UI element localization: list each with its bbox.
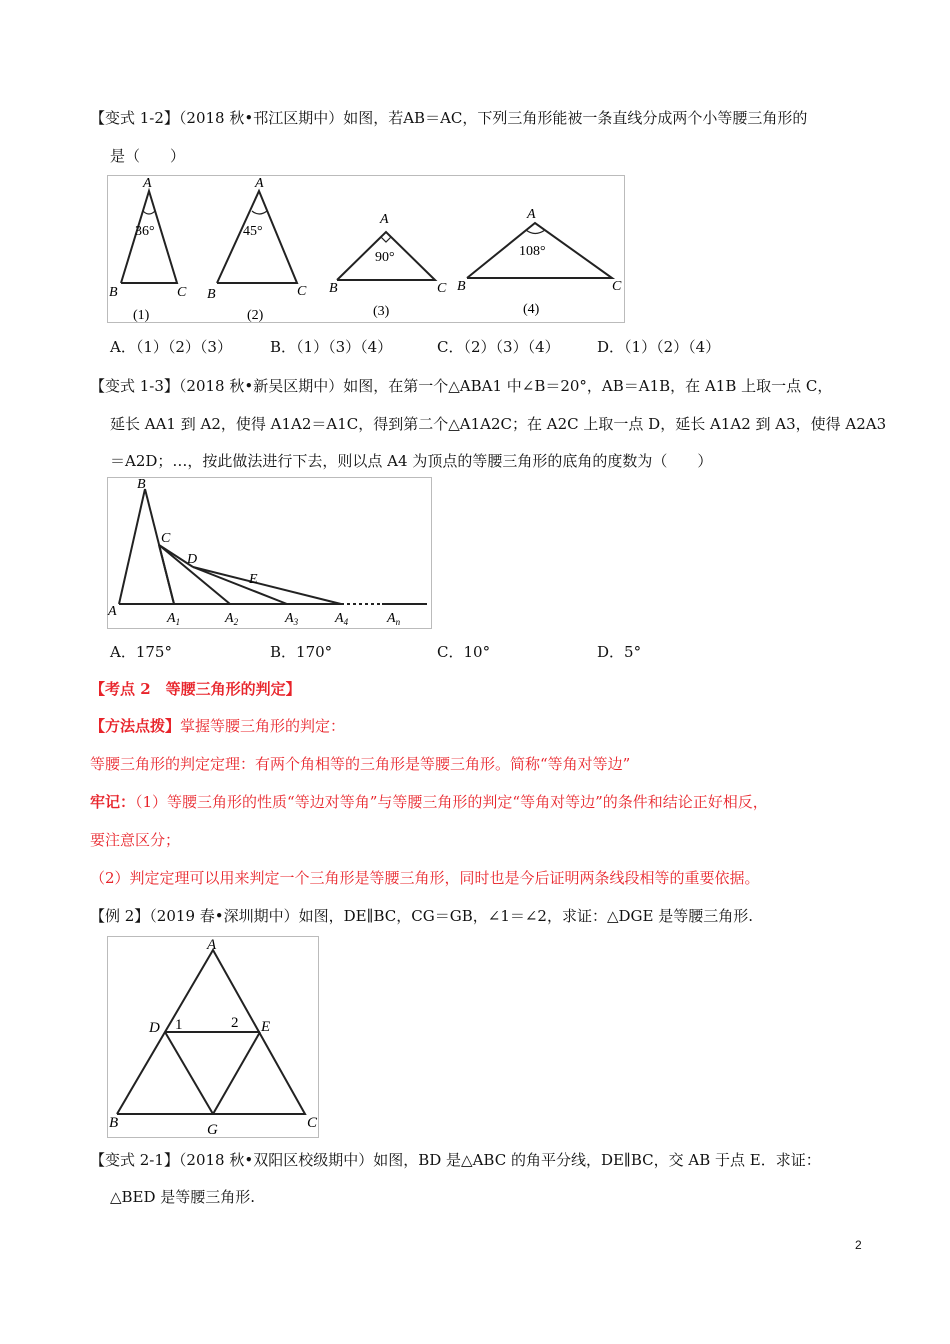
q12-t2-angle: 45° (243, 224, 263, 239)
q12-t3-B: B (329, 281, 338, 296)
ex2-D: D (149, 1020, 160, 1036)
method-text: 掌握等腰三角形的判定： (180, 717, 346, 735)
q12-option-b[interactable]: B．（1）（3）（4） (270, 338, 393, 356)
kaodian-heading: 【考点 2 等腰三角形的判定】 (90, 680, 301, 698)
q13-C: C (161, 531, 171, 546)
q12-t1-num: (1) (133, 308, 150, 323)
q12-t4-B: B (457, 279, 466, 294)
q12-t1-C: C (177, 285, 187, 300)
v21-stem-line2: △BED 是等腰三角形. (110, 1188, 256, 1206)
q12-t2-C: C (297, 284, 307, 299)
q12-option-a[interactable]: A．（1）（2）（3） (110, 338, 232, 356)
q13-A3: $A_3$ (285, 611, 299, 627)
remember-line1 (90, 792, 768, 812)
q12-t1-B: B (109, 285, 118, 300)
q12-figure (107, 175, 625, 323)
q13-stem-line2: 延长 AA1 到 A2，使得 A1A2＝A1C，得到第二个△A1A2C；在 A2C 上取一点 D，延长 A1A2 到 A3，使得 A2A3 (110, 415, 887, 433)
ex2-G: G (207, 1122, 218, 1138)
q13-figure (107, 477, 432, 629)
q12-stem-line2: 是（ ） (110, 147, 186, 165)
q13-A1: $A_1$ (167, 611, 181, 627)
remember-tag: 牢记： (90, 793, 136, 811)
ex2-A: A (207, 937, 217, 953)
q13-option-b[interactable]: B．170° (270, 643, 333, 661)
page-number: 2 (855, 1238, 862, 1252)
theorem-line: 等腰三角形的判定定理：有两个角相等的三角形是等腰三角形。简称“等角对等边” (90, 755, 631, 773)
q12-t3-angle: 90° (375, 250, 395, 265)
q13-option-c[interactable]: C．10° (437, 643, 491, 661)
q13-stem-line3: ＝A2D；…，按此做法进行下去，则以点 A4 为顶点的等腰三角形的底角的度数为（ ） (110, 452, 713, 470)
q12-t3-A: A (380, 212, 389, 227)
q13-A2: $A_2$ (225, 611, 239, 627)
ex2-B: B (109, 1115, 119, 1131)
q12-stem-line1: 【变式 1-2】（2018 秋•邗江区期中）如图，若AB＝AC，下列三角形能被一条直线分成两个小等腰三角形的 (90, 109, 808, 127)
q12-t4-angle: 108° (519, 244, 546, 259)
q12-t4-A: A (527, 207, 536, 222)
ex2-stem: 【例 2】（2019 春•深圳期中）如图，DE∥BC，CG＝GB，∠1＝∠2，求证：△DGE 是等腰三角形. (90, 907, 754, 925)
q12-t4-C: C (612, 279, 622, 294)
ex2-E: E (261, 1019, 271, 1035)
method-line (90, 716, 345, 736)
v21-stem-line1: 【变式 2-1】（2018 秋•双阳区校级期中）如图，BD 是△ABC 的角平分线，DE∥BC，交 AB 于点 E．求证： (90, 1151, 821, 1169)
q13-A4: $A_4$ (335, 611, 349, 627)
q12-t2-A: A (255, 176, 264, 191)
q13-option-d[interactable]: D．5° (597, 643, 642, 661)
ex2-figure (107, 936, 319, 1138)
q12-t4-num: (4) (523, 302, 540, 317)
remember-line1b: 要注意区分； (90, 831, 181, 849)
q13-D: D (187, 552, 198, 567)
q12-t3-num: (3) (373, 304, 390, 319)
q13-E: E (249, 572, 258, 587)
method-tag: 【方法点拨】 (90, 717, 181, 735)
q12-option-d[interactable]: D．（1）（2）（4） (597, 338, 721, 356)
ex2-angle1: 1 (175, 1017, 183, 1033)
ex2-C: C (307, 1115, 318, 1131)
remember-text1: （1）等腰三角形的性质“等边对等角”与等腰三角形的判定“等角对等边”的条件和结论正好相反， (135, 793, 768, 811)
q12-t2-B: B (207, 287, 216, 302)
q13-stem-line1: 【变式 1-3】（2018 秋•新吴区期中）如图，在第一个△ABA1 中∠B＝20°，AB＝A1B，在 A1B 上取一点 C， (90, 377, 833, 395)
remember-line2: （2）判定定理可以用来判定一个三角形是等腰三角形，同时也是今后证明两条线段相等的重要依据。 (90, 869, 760, 887)
q12-t2-num: (2) (247, 308, 264, 323)
q13-B: B (137, 477, 146, 492)
ex2-angle2: 2 (231, 1015, 239, 1031)
q12-option-c[interactable]: C．（2）（3）（4） (437, 338, 560, 356)
q12-t1-angle: 36° (135, 224, 155, 239)
q13-A: A (108, 604, 117, 619)
q12-t1-A: A (143, 176, 152, 191)
q13-An: $A_n$ (387, 611, 401, 627)
q13-option-a[interactable]: A．175° (110, 643, 172, 661)
q12-t3-C: C (437, 281, 447, 296)
